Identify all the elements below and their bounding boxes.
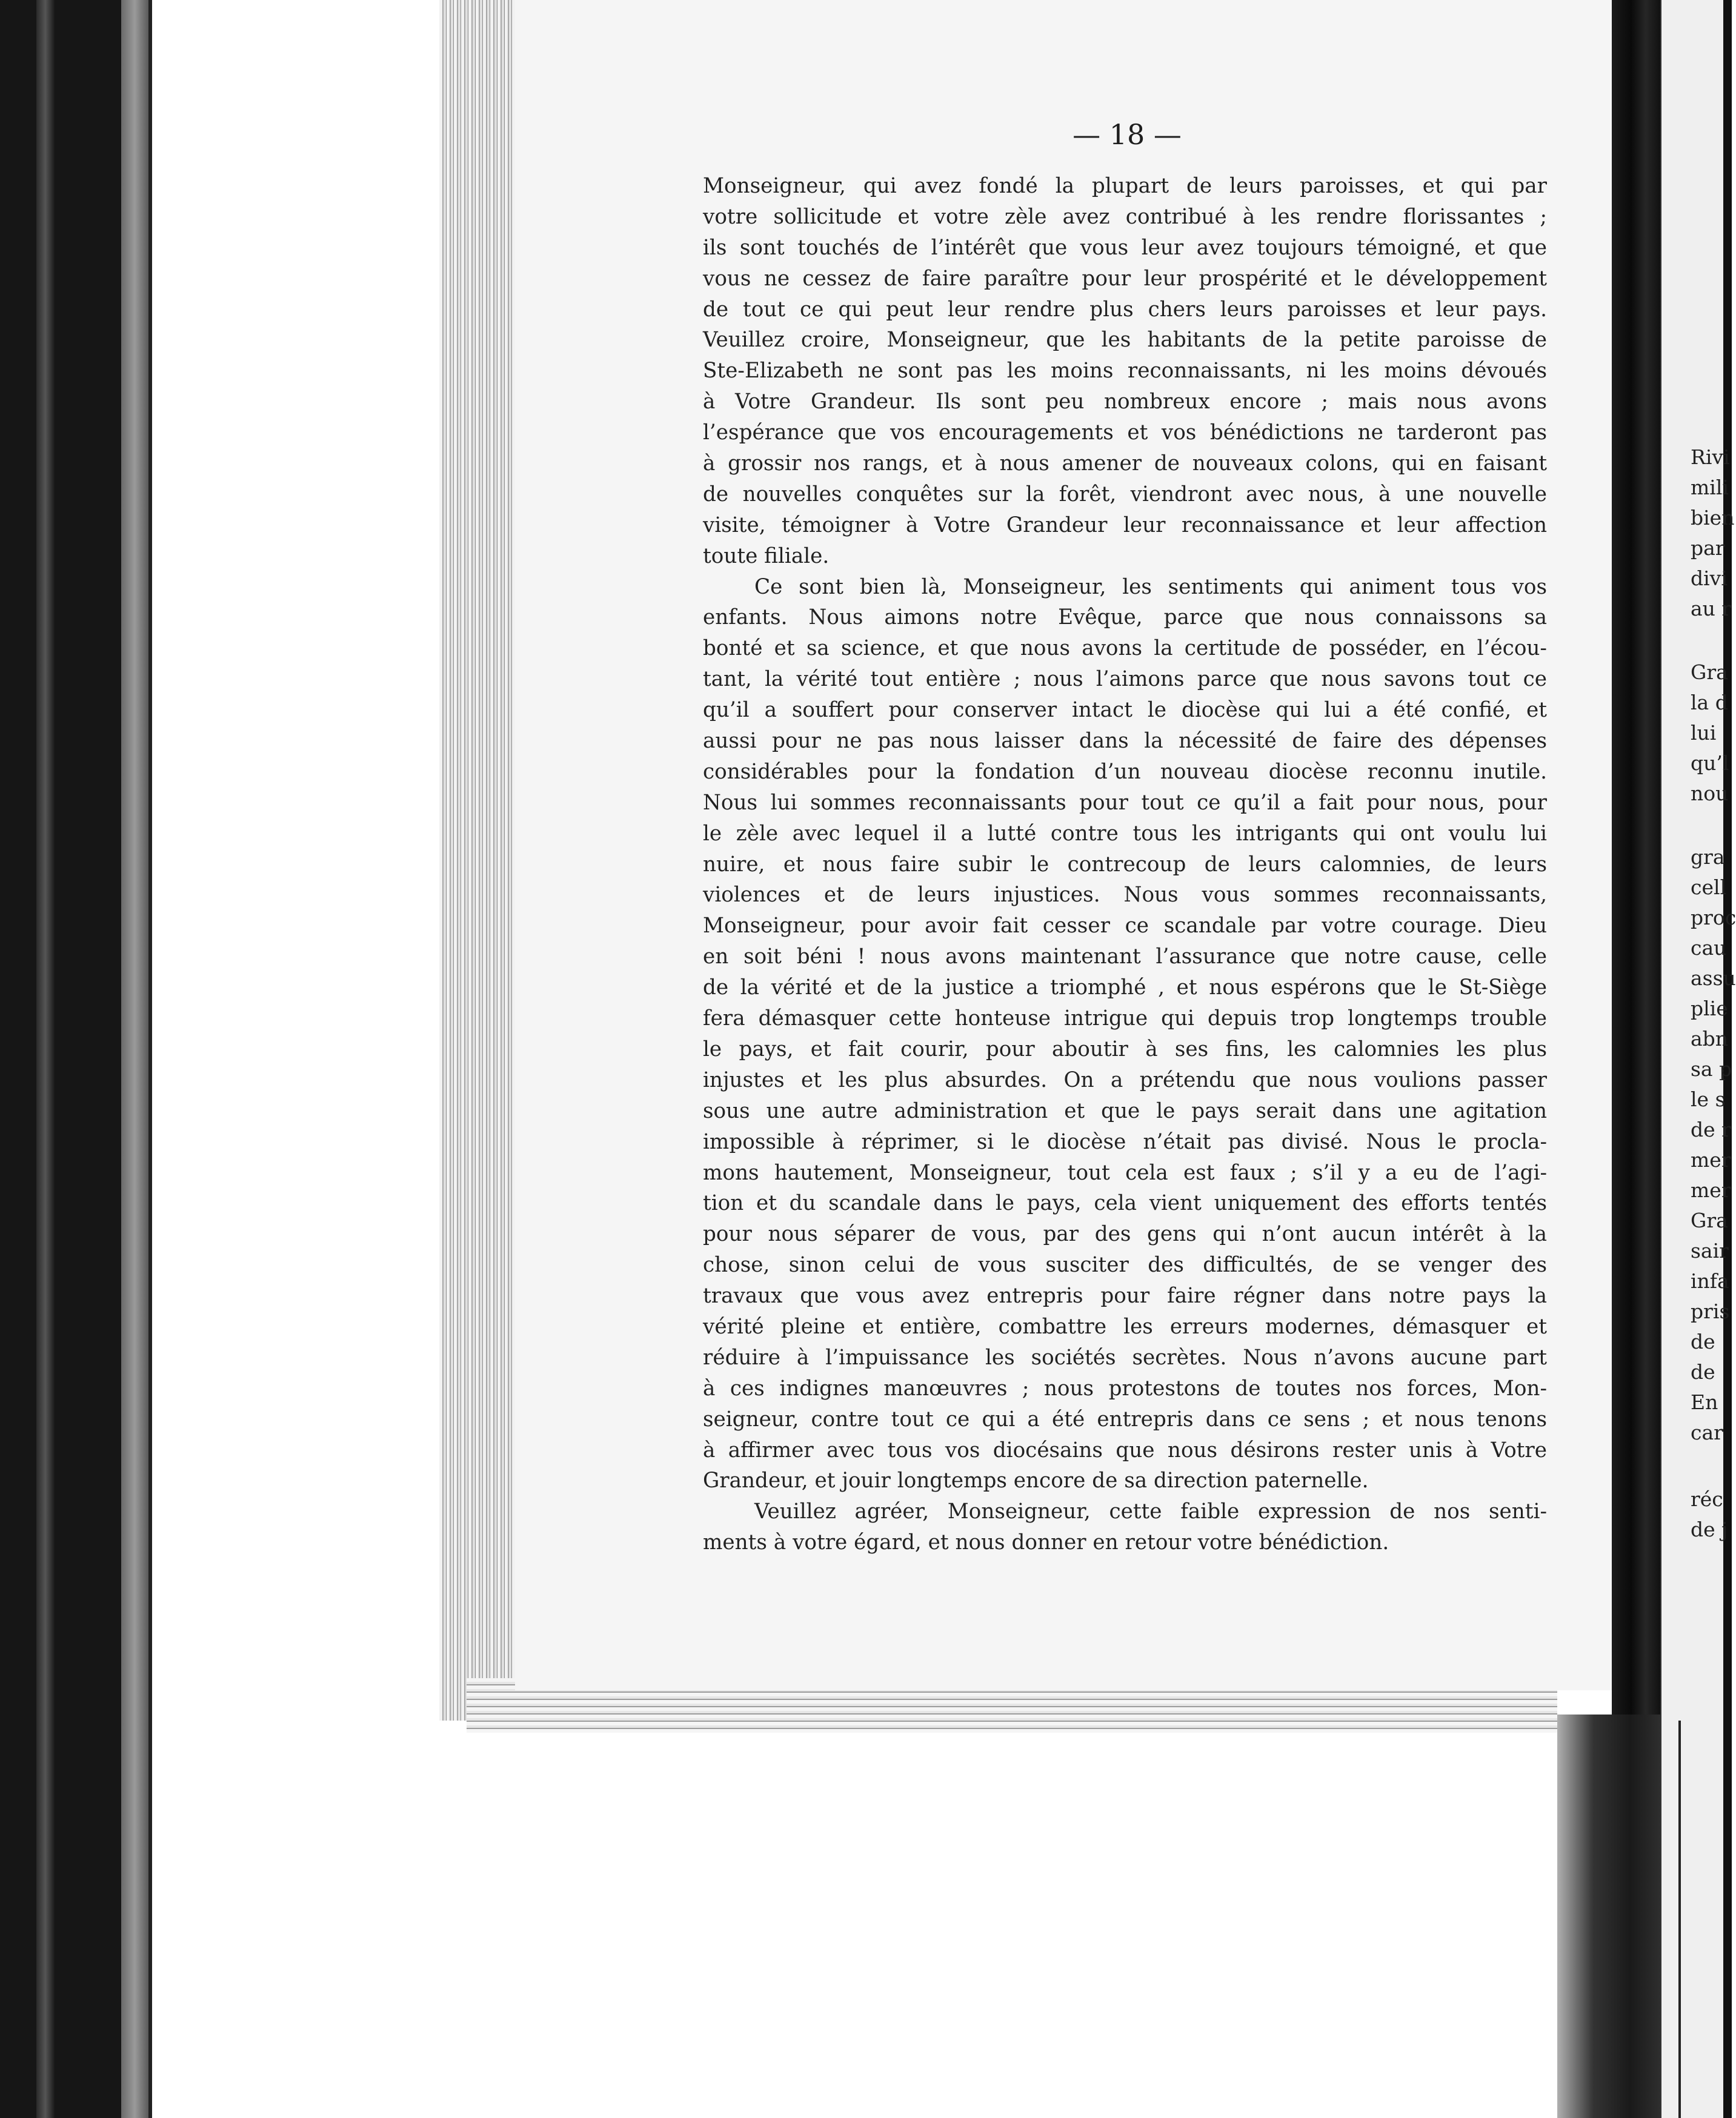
facing-page-fragment: car bbox=[1691, 1421, 1723, 1444]
text-line: à grossir nos rangs, et à nous amener de nouveaux colons, qui en faisant bbox=[703, 451, 1547, 476]
paragraph bbox=[703, 1496, 1547, 1558]
text-line: tion et du scandale dans le pays, cela vient uniquement des efforts tentés bbox=[703, 1191, 1547, 1216]
text-line: chose, sinon celui de vous susciter des difficultés, de se venger des bbox=[703, 1253, 1547, 1278]
text-line: sous une autre administration et que le pays serait dans une agitation bbox=[703, 1098, 1547, 1123]
facing-page-fragment: de bbox=[1691, 1330, 1715, 1353]
paragraph bbox=[703, 171, 1547, 572]
facing-page-fragment: mer bbox=[1691, 1178, 1731, 1202]
paragraph-container bbox=[703, 171, 1547, 1558]
text-line: le pays, et fait courir, pour aboutir à ses fins, les calomnies les plus bbox=[703, 1037, 1547, 1061]
binding-line bbox=[148, 0, 152, 2118]
text-line: nuire, et nous faire subir le contrecoup de leurs calomnies, de leurs bbox=[703, 852, 1547, 877]
text-line: aussi pour ne pas nous laisser dans la nécessité de faire des dépenses bbox=[703, 729, 1547, 754]
facing-page-fragment: Rivi bbox=[1691, 445, 1730, 469]
page-gutter bbox=[1612, 0, 1660, 1721]
text-line: de tout ce qui peut leur rendre plus chers leurs paroisses et leur pays. bbox=[703, 297, 1547, 322]
text-line: Veuillez croire, Monseigneur, que les habitants de la petite paroisse de bbox=[703, 328, 1547, 353]
facing-page-fragment: le s bbox=[1691, 1087, 1726, 1111]
facing-page-fragment: Gra bbox=[1691, 660, 1728, 684]
text-line: Ste-Elizabeth ne sont pas les moins reconnaissants, ni les moins dévoués bbox=[703, 359, 1547, 383]
text-line: Veuillez agréer, Monseigneur, cette faible expression de nos senti- bbox=[754, 1499, 1547, 1524]
text-line: mons hautement, Monseigneur, tout cela est faux ; s’il y a eu de l’agi- bbox=[703, 1160, 1547, 1185]
text-line: Ce sont bien là, Monseigneur, les sentiments qui animent tous vos bbox=[754, 574, 1547, 599]
text-line: tant, la vérité tout entière ; nous l’aimons parce que nous savons tout ce bbox=[703, 667, 1547, 692]
text-line: vérité pleine et entière, combattre les erreurs modernes, démasquer et bbox=[703, 1314, 1547, 1339]
facing-page-fragment: lui bbox=[1691, 721, 1717, 745]
text-line: enfants. Nous aimons notre Evêque, parce que nous connaissons sa bbox=[703, 605, 1547, 630]
stacked-page-edges bbox=[439, 0, 515, 1721]
text-line: Monseigneur, pour avoir fait cesser ce scandale par votre courage. Dieu bbox=[703, 914, 1547, 938]
text-line: toute filiale. bbox=[703, 543, 830, 568]
facing-page-fragment: assu bbox=[1691, 966, 1736, 990]
text-line: Grandeur, et jouir longtemps encore de sa direction paternelle. bbox=[703, 1469, 1369, 1493]
facing-page-fragment: nou bbox=[1691, 782, 1729, 805]
text-line: l’espérance que vos encouragements et vos bénédictions ne tarderont pas bbox=[703, 420, 1547, 445]
book-binding-left bbox=[0, 0, 121, 2118]
text-line: ils sont touchés de l’intérêt que vous leur avez toujours témoigné, et que bbox=[703, 235, 1547, 260]
facing-page-fragment: de r bbox=[1691, 1118, 1731, 1141]
text-line: ments à votre égard, et nous donner en retour votre bénédiction. bbox=[703, 1530, 1389, 1555]
binding-edge bbox=[36, 0, 55, 2118]
text-line: Nous lui sommes reconnaissants pour tout ce qu’il a fait pour nous, pour bbox=[703, 790, 1547, 815]
text-line: pour nous séparer de vous, par des gens qui n’ont aucun intérêt à la bbox=[703, 1222, 1547, 1247]
facing-page-fragment: sair bbox=[1691, 1239, 1729, 1263]
text-line: qu’il a souffert pour conserver intact le diocèse qui lui a été confié, et bbox=[703, 698, 1547, 723]
facing-page-fragment: pris bbox=[1691, 1300, 1730, 1323]
facing-page-fragment: cell bbox=[1691, 875, 1727, 899]
facing-page-fragment: réc bbox=[1691, 1487, 1723, 1511]
facing-page-fragment: proc bbox=[1691, 906, 1736, 929]
binding-shadow bbox=[121, 0, 148, 2118]
facing-page-fragment: abn bbox=[1691, 1027, 1729, 1051]
text-line: le zèle avec lequel il a lutté contre tous les intrigants qui ont voulu lui bbox=[703, 821, 1547, 846]
text-line: réduire à l’impuissance les sociétés secrètes. Nous n’avons aucune part bbox=[703, 1345, 1547, 1370]
facing-page-fragment: sa p bbox=[1691, 1057, 1732, 1081]
page-number: — 18 — bbox=[1073, 118, 1182, 151]
facing-page-fragment: mer bbox=[1691, 1148, 1731, 1172]
text-line: votre sollicitude et votre zèle avez contribué à les rendre florissantes ; bbox=[703, 204, 1547, 229]
text-line: impossible à réprimer, si le diocèse n’était pas divisé. Nous le procla- bbox=[703, 1129, 1547, 1154]
facing-page-fragment: au r bbox=[1691, 597, 1732, 620]
facing-page-fragment: infa bbox=[1691, 1269, 1729, 1293]
text-line: visite, témoigner à Votre Grandeur leur reconnaissance et leur affection bbox=[703, 513, 1547, 537]
text-line: fera démasquer cette honteuse intrigue qui depuis trop longtemps trouble bbox=[703, 1006, 1547, 1031]
facing-page-fragment: cau bbox=[1691, 936, 1727, 960]
facing-page-fragment: divi bbox=[1691, 566, 1728, 590]
text-line: de nouvelles conquêtes sur la forêt, viendront avec nous, à une nouvelle bbox=[703, 482, 1547, 506]
text-line: seigneur, contre tout ce qui a été entrepris dans ce sens ; et nous tenons bbox=[703, 1407, 1547, 1432]
text-line: Monseigneur, qui avez fondé la plupart de leurs paroisses, et qui par bbox=[703, 174, 1547, 198]
text-line: injustes et les plus absurdes. On a prétendu que nous voulions passer bbox=[703, 1067, 1547, 1092]
text-line: violences et de leurs injustices. Nous vous sommes reconnaissants, bbox=[703, 883, 1547, 908]
facing-page-fragment: mili bbox=[1691, 476, 1729, 499]
text-line: à ces indignes manœuvres ; nous protestons de toutes nos forces, Mon- bbox=[703, 1376, 1547, 1401]
text-line: travaux que vous avez entrepris pour faire régner dans notre pays la bbox=[703, 1284, 1547, 1309]
facing-page-fragment: qu’l bbox=[1691, 751, 1729, 775]
body-text bbox=[703, 171, 1547, 1558]
facing-page-fragment: de bbox=[1691, 1360, 1715, 1384]
facing-page-fragment: Gra bbox=[1691, 1209, 1728, 1232]
facing-page-fragment: par bbox=[1691, 536, 1725, 560]
facing-page-fragment: plie bbox=[1691, 997, 1728, 1020]
text-line: considérables pour la fondation d’un nouveau diocèse reconnu inutile. bbox=[703, 759, 1547, 784]
facing-page-fragment: En bbox=[1691, 1390, 1718, 1414]
text-line: bonté et sa science, et que nous avons la certitude de posséder, en l’écou- bbox=[703, 636, 1547, 661]
text-line: à affirmer avec tous vos diocésains que nous désirons rester unis à Votre bbox=[703, 1438, 1547, 1462]
facing-page-line bbox=[1678, 1721, 1681, 2118]
text-line: de la vérité et de la justice a triomphé , et nous espérons que le St-Siège bbox=[703, 975, 1547, 1000]
text-line: vous ne cessez de faire paraître pour leur prospérité et le développement bbox=[703, 266, 1547, 291]
facing-page-fragment: la d bbox=[1691, 691, 1728, 714]
text-line: en soit béni ! nous avons maintenant l’assurance que notre cause, celle bbox=[703, 944, 1547, 969]
facing-page-fragment: gra bbox=[1691, 845, 1725, 869]
facing-page-fragment: de j bbox=[1691, 1518, 1728, 1541]
facing-page-fragment: bien bbox=[1691, 506, 1735, 530]
paragraph bbox=[703, 572, 1547, 1497]
text-line: à Votre Grandeur. Ils sont peu nombreux encore ; mais nous avons bbox=[703, 390, 1547, 414]
